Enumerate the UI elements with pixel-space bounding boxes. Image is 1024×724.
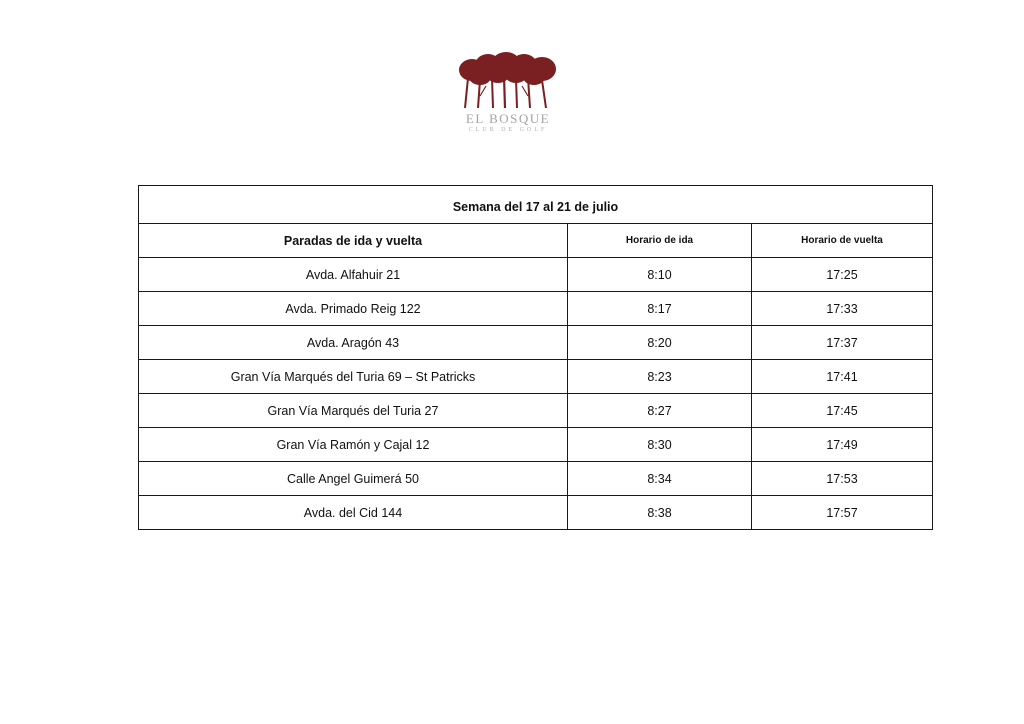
- departure-time: 8:20: [568, 326, 752, 360]
- return-time: 17:57: [752, 496, 933, 530]
- title-row: [139, 186, 933, 224]
- departure-time: 8:34: [568, 462, 752, 496]
- header-return: Horario de vuelta: [752, 224, 933, 258]
- stop-name: Avda. del Cid 144: [139, 496, 568, 530]
- stop-name: Gran Vía Marqués del Turia 27: [139, 394, 568, 428]
- stop-name: Avda. Aragón 43: [139, 326, 568, 360]
- stop-name: Gran Vía Marqués del Turia 69 – St Patricks: [139, 360, 568, 394]
- table-row: [139, 258, 933, 292]
- table-row: [139, 326, 933, 360]
- logo-title: EL BOSQUE: [465, 111, 551, 126]
- stop-name: Avda. Alfahuir 21: [139, 258, 568, 292]
- header-row: [139, 224, 933, 258]
- return-time: 17:33: [752, 292, 933, 326]
- return-time: 17:41: [752, 360, 933, 394]
- departure-time: 8:27: [568, 394, 752, 428]
- schedule-title: Semana del 17 al 21 de julio: [139, 186, 933, 224]
- table-row: [139, 462, 933, 496]
- logo-subtitle: CLUB DE GOLF: [468, 127, 548, 133]
- table-row: [139, 496, 933, 530]
- departure-time: 8:17: [568, 292, 752, 326]
- return-time: 17:49: [752, 428, 933, 462]
- table-row: [139, 428, 933, 462]
- table-row: [139, 360, 933, 394]
- club-logo: [452, 52, 564, 140]
- bus-schedule-table: [138, 185, 933, 530]
- departure-time: 8:30: [568, 428, 752, 462]
- return-time: 17:25: [752, 258, 933, 292]
- stop-name: Calle Angel Guimerá 50: [139, 462, 568, 496]
- return-time: 17:37: [752, 326, 933, 360]
- departure-time: 8:38: [568, 496, 752, 530]
- header-departure: Horario de ida: [568, 224, 752, 258]
- header-stops: Paradas de ida y vuelta: [139, 224, 568, 258]
- trees-logo-icon: [456, 52, 560, 110]
- departure-time: 8:10: [568, 258, 752, 292]
- return-time: 17:45: [752, 394, 933, 428]
- stop-name: Avda. Primado Reig 122: [139, 292, 568, 326]
- table-row: [139, 292, 933, 326]
- table-row: [139, 394, 933, 428]
- departure-time: 8:23: [568, 360, 752, 394]
- stop-name: Gran Vía Ramón y Cajal 12: [139, 428, 568, 462]
- return-time: 17:53: [752, 462, 933, 496]
